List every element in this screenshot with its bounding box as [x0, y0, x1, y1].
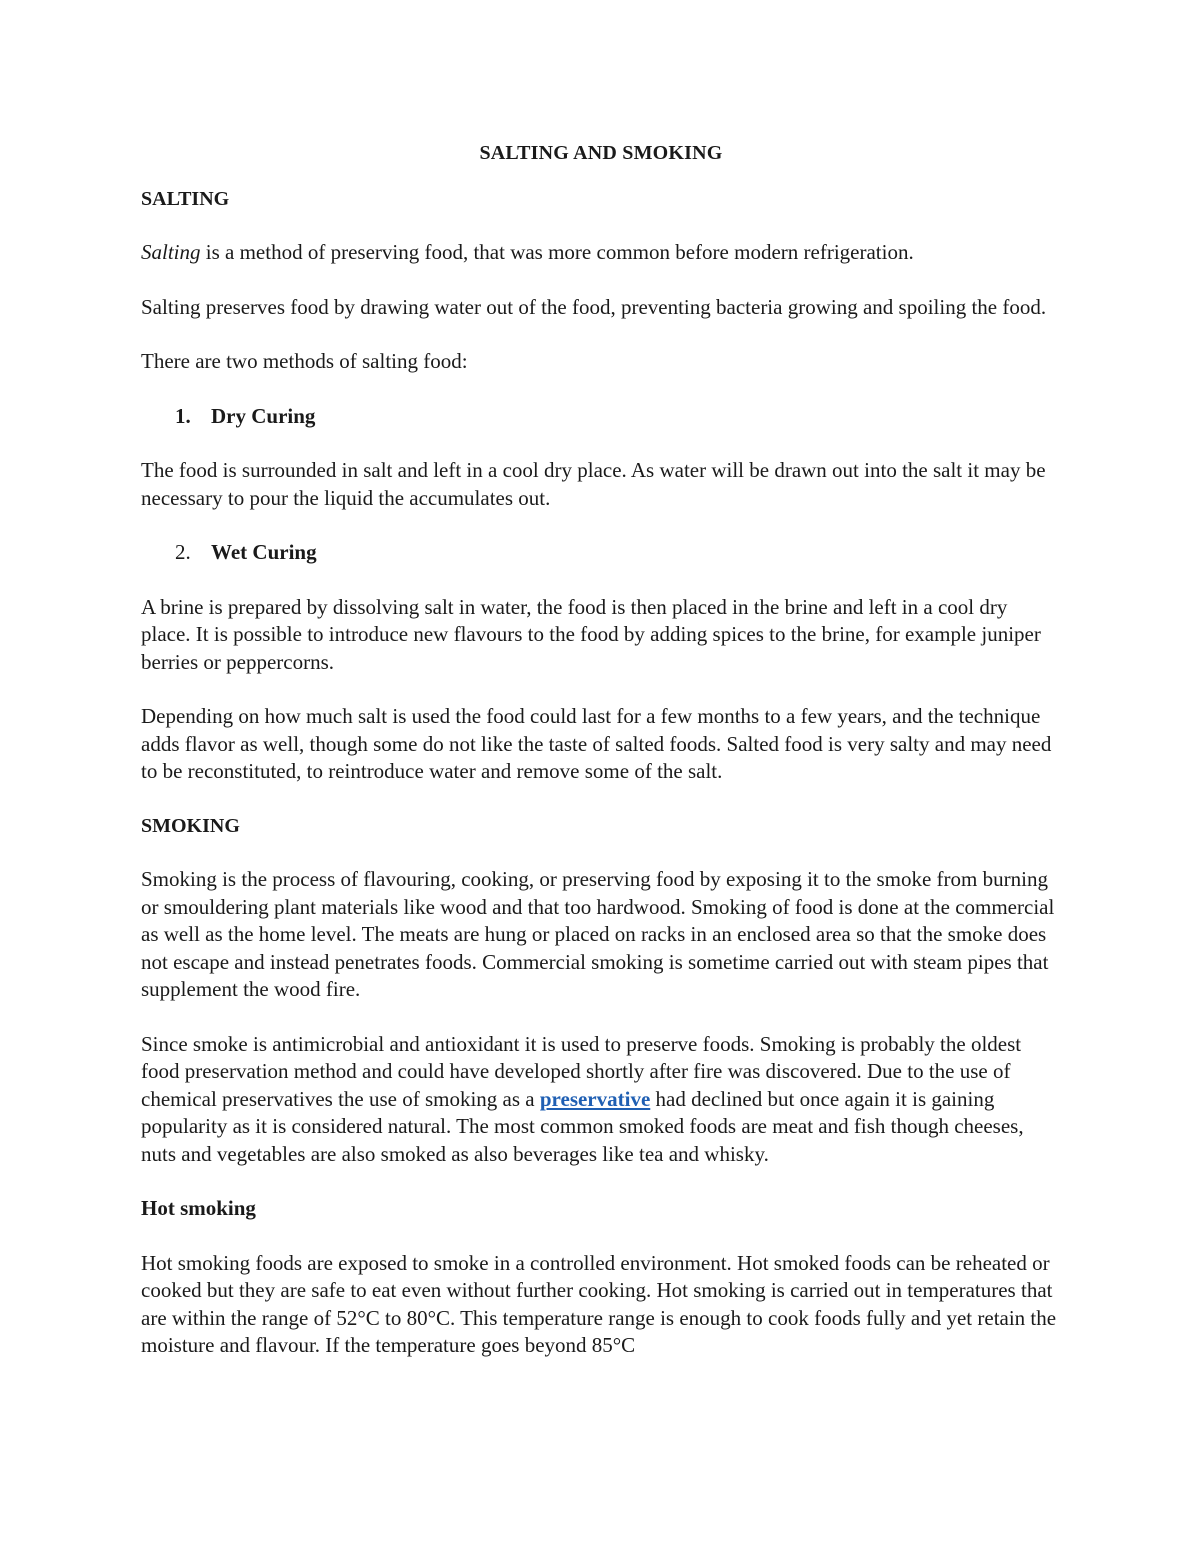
salting-depending-paragraph: Depending on how much salt is used the food could last for a few months to a few years, and the technique adds flavor as well, though some do not like the taste of salted foods. Salted food is very salty and may need to be reconstituted, to reintroduce water and remove some of the salt.	[141, 704, 1052, 783]
method-label: Dry Curing	[211, 403, 316, 428]
document-page	[141, 140, 1061, 1387]
method-label: Wet Curing	[211, 540, 317, 564]
smoking-paragraph-1: Smoking is the process of flavouring, cooking, or preserving food by exposing it to the smoke from burning or smouldering plant materials like wood and that too hardwood. Smoking of food is done at the commercial as well as the home level. The meats are hung or placed on racks in an enclosed area so that the smoke does not escape and instead penetrates foods. Commercial smoking is sometime carried out with steam pipes that supplement the wood fire.	[141, 867, 1055, 1001]
salting-paragraph-3: There are two methods of salting food:	[141, 349, 468, 373]
document-title: SALTING AND SMOKING	[479, 142, 723, 164]
method-heading-wet-curing	[141, 539, 1061, 567]
wet-curing-paragraph: A brine is prepared by dissolving salt in water, the food is then placed in the brine and left in a cool dry place. It is possible to introduce new flavours to the food by adding spices to the brine, for example juniper berries or peppercorns.	[141, 594, 1041, 674]
smoking-paragraph-2-before: Since smoke is antimicrobial and antioxidant it is used to preserve foods. Smoking is probably the oldest food preservation method and could have developed shortly after fire was discovered. Due to the use of chemical preservatives the use of smoking as a	[141, 1031, 1022, 1111]
salting-intro-text: is a method of preserving food, that was more common before modern refrigeration.	[200, 240, 914, 264]
hot-smoking-paragraph: Hot smoking foods are exposed to smoke in a controlled environment. Hot smoked foods can be reheated or cooked but they are safe to eat even without further cooking. Hot smoking is carried out in temperatures that are within the range of 52°C to 80°C. This temperature range is enough to cook foods fully and yet retain the moisture and flavour. If the temperature goes beyond 85°C	[141, 1250, 1057, 1357]
section-heading-salting: SALTING	[141, 187, 230, 210]
method-heading-dry-curing	[141, 403, 1061, 431]
list-number: 2.	[175, 540, 191, 564]
salting-intro-paragraph	[141, 239, 1061, 267]
section-heading-smoking: SMOKING	[141, 814, 240, 837]
salting-paragraph-2: Salting preserves food by drawing water out of the food, preventing bacteria growing and spoiling the food.	[141, 294, 1047, 319]
smoking-paragraph-2-after: had declined but once again it is gaining popularity as it is considered natural. The most common smoked foods are meat and fish though cheeses, nuts and vegetables are also smoked as also beverages like tea and whisky.	[141, 1086, 1024, 1166]
preservative-link[interactable]: preservative	[539, 1086, 651, 1111]
dry-curing-paragraph: The food is surrounded in salt and left in a cool dry place. As water will be drawn out into the salt it may be necessary to pour the liquid the accumulates out.	[141, 458, 1046, 510]
sub-heading-hot-smoking: Hot smoking	[141, 1196, 256, 1220]
list-number: 1.	[175, 403, 191, 428]
salting-intro-term: Salting	[141, 240, 201, 264]
smoking-paragraph-2	[141, 1031, 1061, 1169]
